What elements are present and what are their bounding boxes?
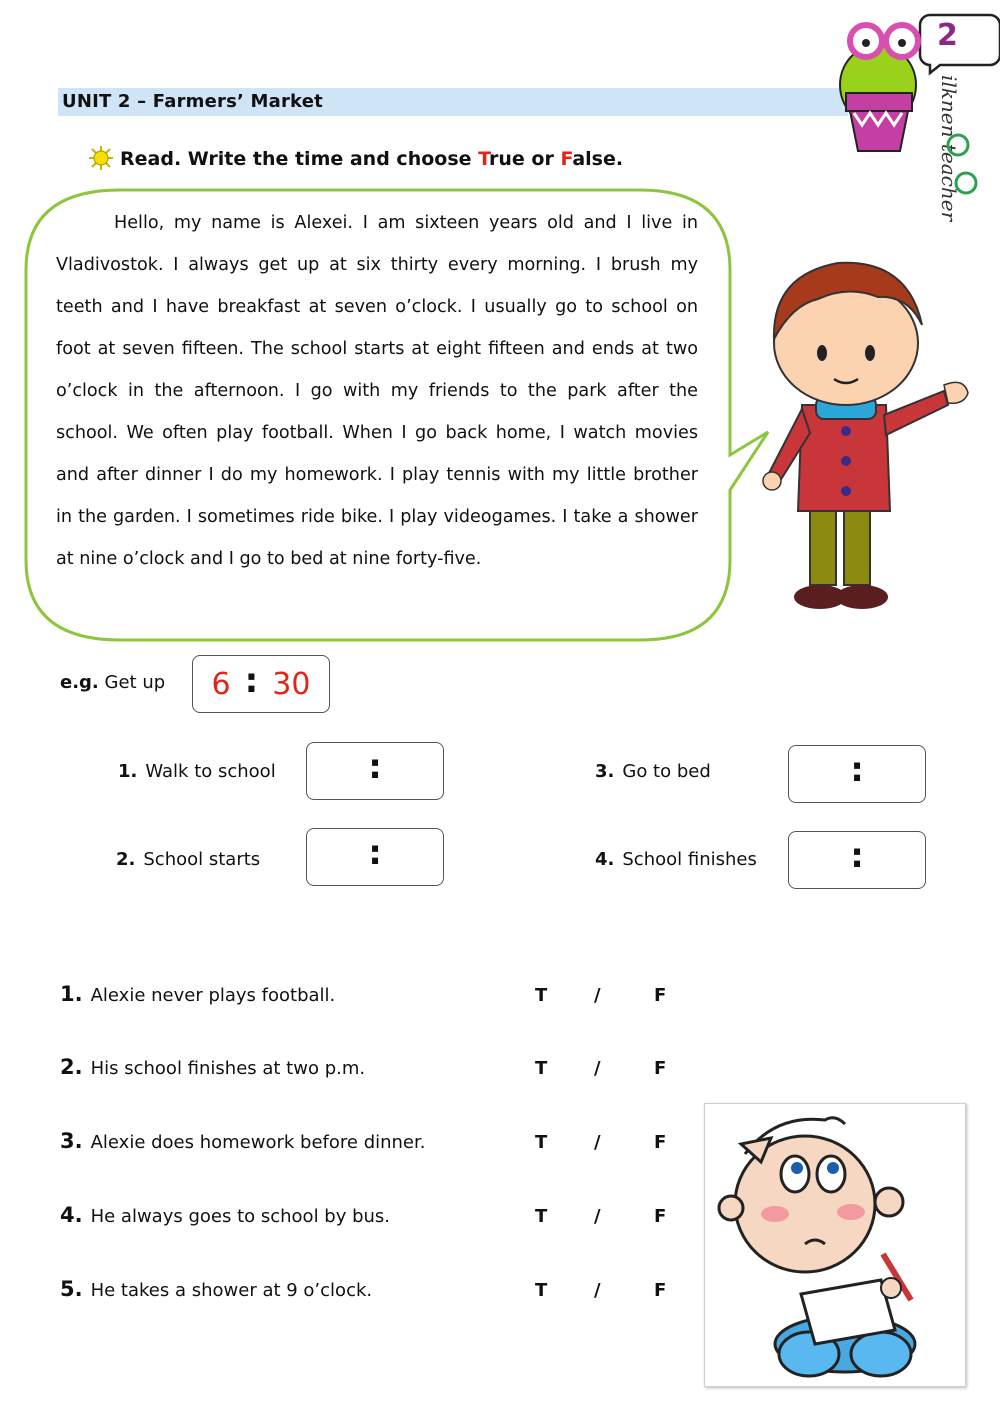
tf-question: 3. Alexie does homework before dinner. (60, 1129, 426, 1153)
tf-separator: / (594, 1280, 601, 1301)
tf-question: 1. Alexie never plays football. (60, 982, 336, 1006)
tf-separator: / (594, 1058, 601, 1079)
logo-text: ilknen teacher (937, 75, 961, 222)
tf-separator: / (594, 1206, 601, 1227)
time-question-label: 1. Walk to school (118, 761, 276, 782)
true-option[interactable]: T (535, 1058, 548, 1079)
time-answer-box[interactable]: : (788, 831, 926, 889)
time-answer-box[interactable]: : (306, 828, 444, 886)
tf-question: 2. His school finishes at two p.m. (60, 1055, 366, 1079)
tf-question: 5. He takes a shower at 9 o’clock. (60, 1277, 373, 1301)
false-option[interactable]: F (654, 1132, 667, 1153)
boy-illustration (758, 255, 978, 615)
time-question-label: 4. School finishes (595, 849, 757, 870)
time-question-label: 2. School starts (116, 849, 261, 870)
time-question-label: 3. Go to bed (595, 761, 711, 782)
true-option[interactable]: T (535, 1280, 548, 1301)
tf-question: 4. He always goes to school by bus. (60, 1203, 391, 1227)
thinking-boy-picture (704, 1103, 966, 1387)
unit-badge-number: 2 (937, 18, 958, 53)
thinking-boy-illustration (705, 1104, 965, 1386)
story-text: Hello, my name is Alexei. I am sixteen years old and I live in Vladivostok. I always get up at six thirty every morning. I brush my teeth and I have breakfast at seven o’clock. I usually go to school on foot at seven fifteen. The school starts at eight fifteen and ends at two o’clock in the afternoon. I go with my friends to the park after the school. We often play football. When I go back home, I watch movies and after dinner I do my homework. I play tennis with my little brother in the garden. I sometimes ride bike. I play videogames. I take a shower at nine o’clock and I go to bed at nine forty-five. (56, 213, 698, 569)
unit-title: UNIT 2 – Farmers’ Market (62, 91, 323, 112)
true-option[interactable]: T (535, 1132, 548, 1153)
false-option[interactable]: F (654, 1206, 667, 1227)
false-option[interactable]: F (654, 1058, 667, 1079)
instruction: Read. Write the time and choose True or False. (120, 148, 624, 170)
false-option[interactable]: F (654, 985, 667, 1006)
tf-separator: / (594, 1132, 601, 1153)
true-option[interactable]: T (535, 1206, 548, 1227)
time-answer-box[interactable]: : (306, 742, 444, 800)
false-option[interactable]: F (654, 1280, 667, 1301)
tf-separator: / (594, 985, 601, 1006)
example-label: e.g. Get up (60, 672, 166, 693)
true-option[interactable]: T (535, 985, 548, 1006)
example-time-box: 6 : 30 (192, 655, 330, 713)
time-answer-box[interactable]: : (788, 745, 926, 803)
